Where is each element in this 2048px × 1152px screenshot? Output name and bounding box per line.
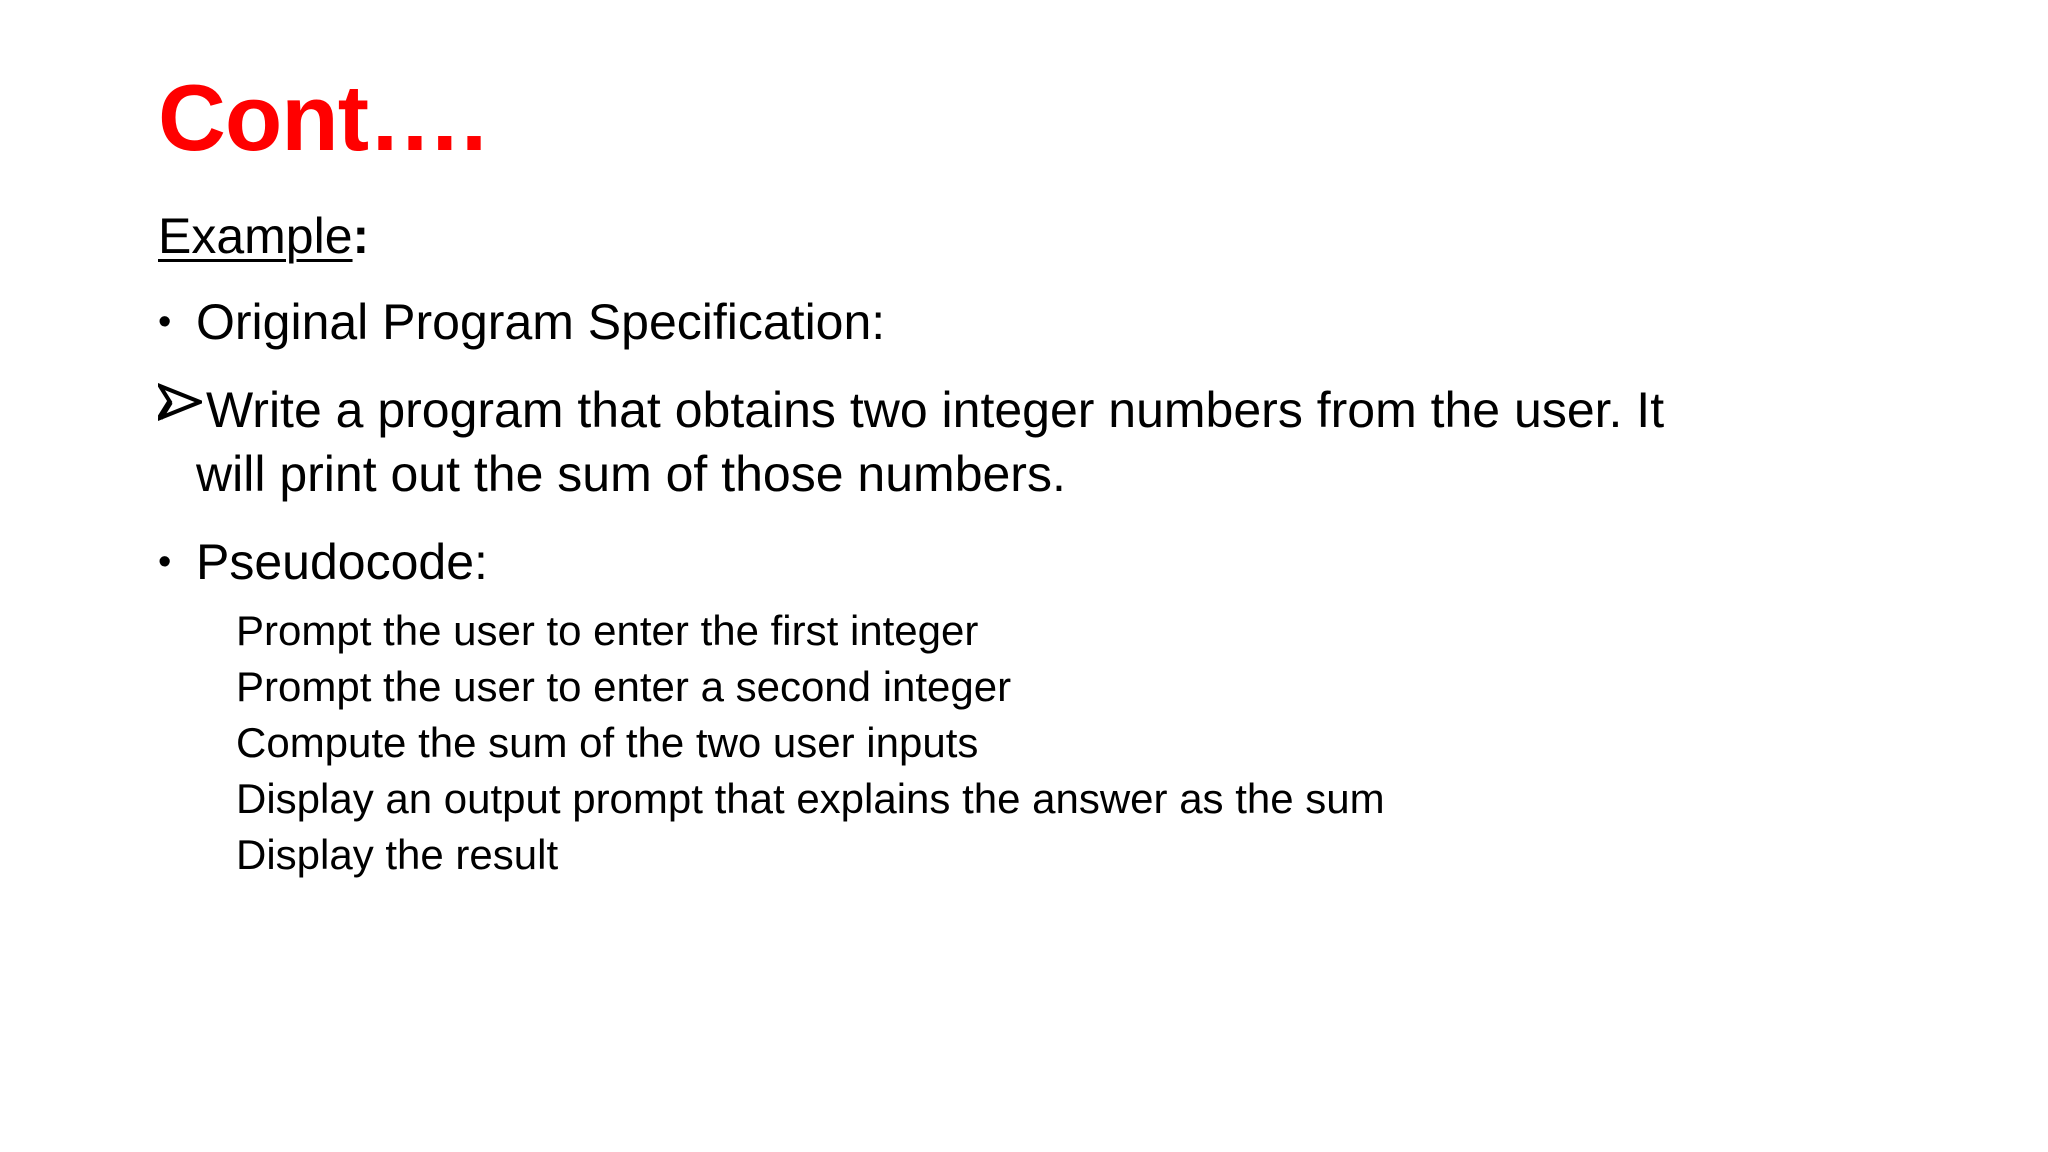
pseudocode-line: Prompt the user to enter a second integer — [236, 663, 1012, 710]
pseudocode-line: Prompt the user to enter the first integer — [236, 607, 979, 654]
example-label: Example — [158, 208, 353, 264]
arrowhead-bullet-icon — [158, 382, 202, 422]
example-colon: : — [352, 208, 370, 264]
bullet-text: Original Program Specification: — [196, 294, 886, 350]
pseudocode-line: Compute the sum of the two user inputs — [236, 719, 979, 766]
pseudocode-line: Display the result — [236, 831, 559, 878]
example-heading — [158, 206, 369, 266]
bullet-text: Pseudocode: — [196, 534, 488, 590]
bullet-dot-icon: • — [158, 541, 172, 583]
pseudocode-block — [236, 603, 1385, 883]
specification-line-2: will print out the sum of those numbers. — [196, 446, 1066, 502]
specification-line-1: Write a program that obtains two integer numbers from the user. It — [206, 382, 1665, 438]
slide-title: Cont…. — [158, 65, 487, 170]
pseudocode-line: Display an output prompt that explains the answer as the sum — [236, 775, 1385, 822]
bullet-dot-icon: • — [158, 301, 172, 343]
